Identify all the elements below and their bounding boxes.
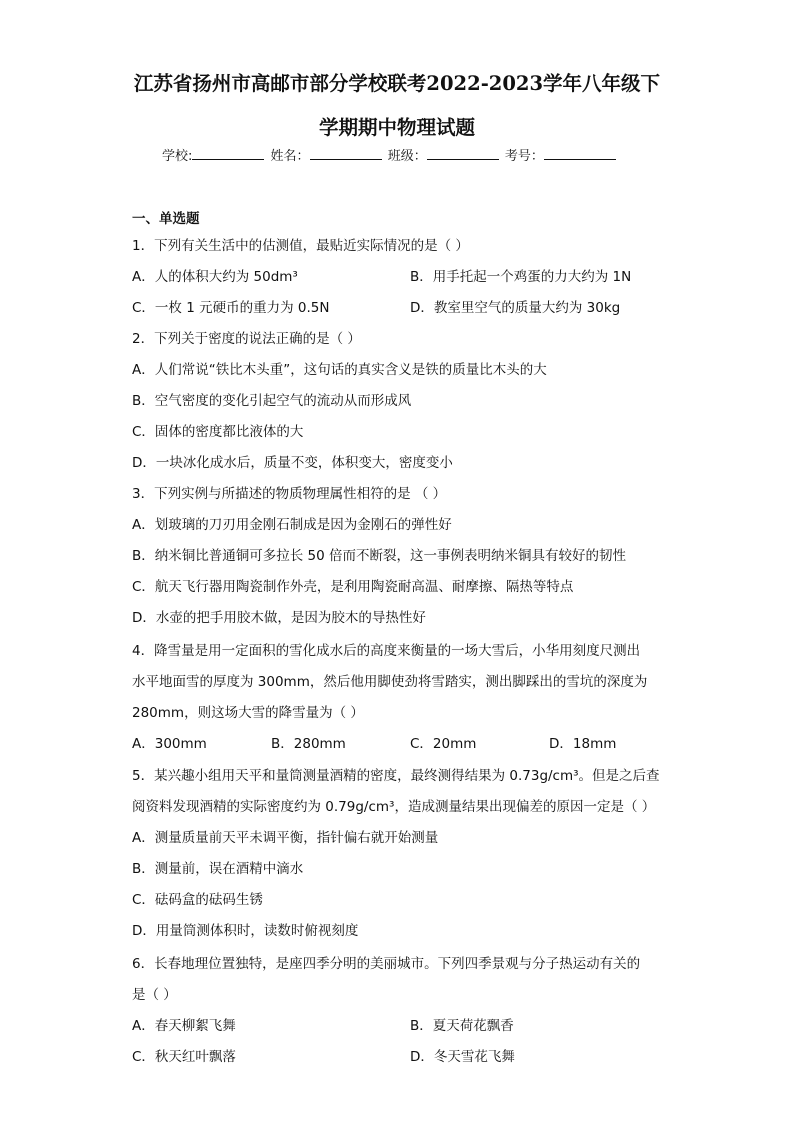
question-1-stem: 1．下列有关生活中的估测值，最贴近实际情况的是（ ） <box>132 238 469 254</box>
document-title-line-1: 江苏省扬州市高邮市部分学校联考2022-2023学年八年级下 <box>133 72 661 95</box>
question-2-stem: 2．下列关于密度的说法正确的是（ ） <box>132 331 361 347</box>
section-title: 一、单选题 <box>132 211 200 227</box>
name-blank[interactable] <box>310 147 382 160</box>
question-5-option-c: C．砝码盒的砝码生锈 <box>132 892 263 908</box>
name-label: 姓名： <box>270 149 310 164</box>
question-6-option-b: B．夏天荷花飘香 <box>410 1018 514 1034</box>
question-5-option-d: D．用量筒测体积时，读数时俯视刻度 <box>132 923 359 939</box>
student-info-row <box>162 145 618 164</box>
question-5-stem-line-2: 阅资料发现酒精的实际密度约为 0.79g/cm³，造成测量结果出现偏差的原因一定是（ ） <box>132 799 656 815</box>
question-4-option-d: D．18mm <box>549 736 617 752</box>
question-3-option-d: D．水壶的把手用胶木做，是因为胶木的导热性好 <box>132 610 426 626</box>
question-1-option-b: B．用手托起一个鸡蛋的力大约为 1N <box>410 269 632 285</box>
question-1-option-a: A．人的体积大约为 50dm³ <box>132 269 298 285</box>
question-5-option-b: B．测量前，误在酒精中滴水 <box>132 861 304 877</box>
question-3-stem: 3．下列实例与所描述的物质物理属性相符的是 （ ） <box>132 486 447 502</box>
question-3-option-c: C．航天飞行器用陶瓷制作外壳，是利用陶瓷耐高温、耐摩擦、隔热等特点 <box>132 579 574 595</box>
question-6-option-a: A．春天柳絮飞舞 <box>132 1018 236 1034</box>
question-6-option-d: D．冬天雪花飞舞 <box>410 1049 515 1065</box>
school-blank[interactable] <box>192 147 264 160</box>
number-label: 考号： <box>504 149 544 164</box>
question-1-option-d: D．教室里空气的质量大约为 30kg <box>410 300 621 316</box>
question-4-option-b: B．280mm <box>271 736 346 752</box>
question-3-option-a: A．划玻璃的刀刃用金刚石制成是因为金刚石的弹性好 <box>132 517 452 533</box>
question-4-stem-line-3: 280mm，则这场大雪的降雪量为（ ） <box>132 705 364 721</box>
question-4-stem-line-1: 4．降雪量是用一定面积的雪化成水后的高度来衡量的一场大雪后，小华用刻度尺测出 <box>132 643 641 659</box>
question-6-option-c: C．秋天红叶飘落 <box>132 1049 236 1065</box>
question-4-option-a: A．300mm <box>132 736 207 752</box>
question-5-option-a: A．测量质量前天平未调平衡，指针偏右就开始测量 <box>132 830 439 846</box>
class-label: 班级： <box>387 149 427 164</box>
question-6-stem-line-1: 6．长春地理位置独特，是座四季分明的美丽城市。下列四季景观与分子热运动有关的 <box>132 956 641 972</box>
question-1-option-c: C．一枚 1 元硬币的重力为 0.5N <box>132 300 330 316</box>
question-5-stem-line-1: 5．某兴趣小组用天平和量筒测量酒精的密度，最终测得结果为 0.73g/cm³。但是之后查 <box>132 768 660 784</box>
class-blank[interactable] <box>427 147 499 160</box>
question-4-option-c: C．20mm <box>410 736 477 752</box>
question-2-option-d: D．一块冰化成水后，质量不变，体积变大，密度变小 <box>132 455 453 471</box>
question-2-option-b: B．空气密度的变化引起空气的流动从而形成风 <box>132 393 412 409</box>
document-title-line-2: 学期期中物理试题 <box>318 116 475 139</box>
question-3-option-b: B．纳米铜比普通铜可多拉长 50 倍而不断裂，这一事例表明纳米铜具有较好的韧性 <box>132 548 627 564</box>
question-4-stem-line-2: 水平地面雪的厚度为 300mm，然后他用脚使劲将雪踏实，测出脚踩出的雪坑的深度为 <box>132 674 648 690</box>
number-blank[interactable] <box>544 147 616 160</box>
question-2-option-a: A．人们常说“铁比木头重”，这句话的真实含义是铁的质量比木头的大 <box>132 362 547 378</box>
school-label: 学校: <box>162 149 193 164</box>
question-6-stem-line-2: 是（ ） <box>132 987 177 1003</box>
question-2-option-c: C．固体的密度都比液体的大 <box>132 424 304 440</box>
